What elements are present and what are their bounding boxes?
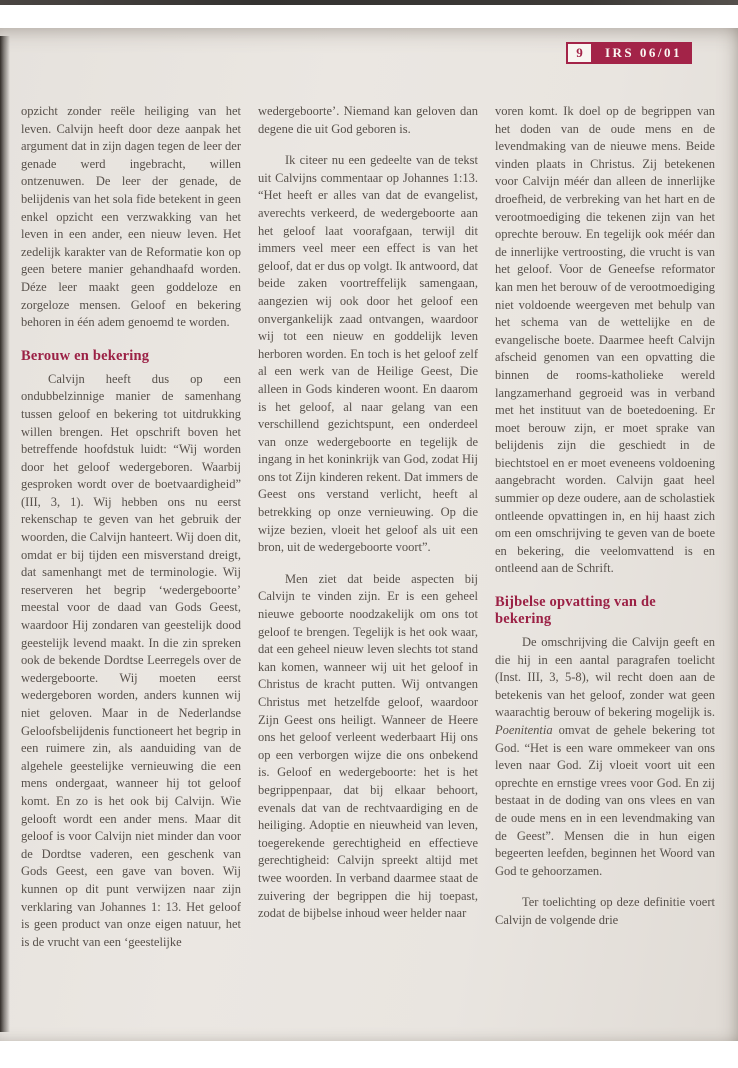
paragraph: Ik citeer nu een gedeelte van de tekst uit Calvijns commentaar op Johannes 1:13. “Het heeft er alles van dat de evangelist, averechts verkeerd, de wedergeboorte aan het geloof laat voorafgaan, terwijl dit immers veel meer een effect is van het geloof, dat er dus op volgt. Ik antwoord, dat beide zaken voortreffelijk samengaan, aangezien wij ook door het geloof een onvergankelijk zaad ontvangen, waardoor wij tot een nieuw en goddelijk leven herboren worden. En toch is het geloof zelf al een werk van de Heilige Geest, Die alleen in Gods kinderen woont. En daarom is het geloof, al naar gelang van een verschillend gezichtspunt, een onderdeel van onze wedergeboorte en tegelijk de ingang in het koninkrijk van God, zodat Hij ons tot Zijn kinderen rekent. Dat immers de Geest ons verstand verlicht, heeft al betrekking op onze vernieuwing. Op die wijze bezien, vloeit het geloof als uit een bron, uit de wedergeboorte voort”. [258, 153, 478, 555]
text-column-1 [21, 103, 241, 1018]
text-column-3 [495, 103, 715, 1018]
paragraph: De omschrijving die Calvijn geeft en die hij in een aantal paragrafen toelicht (Inst. III, 3, 5-8), wil recht doen aan de betekenis van het geloof, zonder wat geen waarachtig berouw of bekering mogelijk is. Poenitentia omvat de gehele bekering tot God. “Het is een ware ommekeer van ons leven naar God. Zij vloeit voort uit een oprechte en ernstige vrees voor God. En zij bestaat in de doding van ons vlees en van de oude mens en in een levendmaking van de Geest”. Mensen die in hun eigen begeerten leefden, beginnen het Woord van God te gehoorzamen. [495, 635, 715, 878]
scan-left-shadow [0, 36, 10, 1032]
issue-label: IRS 06/01 [593, 42, 692, 64]
text-column-2 [258, 103, 478, 1018]
section-heading: Bijbelse opvatting van de bekering [495, 594, 656, 628]
article-columns [21, 103, 715, 1018]
scan-top-edge [0, 0, 738, 5]
section-heading: Berouw en bekering [21, 347, 150, 364]
journal-page [0, 28, 738, 1041]
paragraph: Ter toelichting op deze definitie voert Calvijn de volgende drie [495, 895, 715, 927]
paragraph: Men ziet dat beide aspecten bij Calvijn te vinden zijn. Er is een geheel nieuwe geboorte noodzakelijk om ons tot geloof te brengen. Tegelijk is het ook waar, dat een geheel nieuw leven slechts tot stand kan komen, wanneer wij uit het geloof in Christus de kracht putten. Wij ontvangen Christus met hetzelfde geloof, waardoor Zijn Geest ons heiligt. Wanneer de Heere ons het geloof verleent wederbaart Hij ons op een verborgen wijze die ons onbekend is. Geloof en wedergeboorte: het is het begrippenpaar, dat bij elkaar behoort, evenals dat van de rechtvaardiging en de heiliging. Adoptie en nieuwheid van leven, toegerekende gerechtigheid en effectieve gerechtigheid: Calvijn spreekt altijd met twee woorden. In verband daarmee staat de zuivering der begrippen die hij toepast, zodat de bijbelse inhoud weer helder naar [258, 571, 478, 921]
paragraph: opzicht zonder reële heiliging van het leven. Calvijn heeft door deze aanpak het argument dat in zijn dagen tegen de leer der genade werd ingebracht, willen ontzenuwen. De leer der genade, de belijdenis van het sola fide betekent in geen enkel opzicht een verzwakking van het leven in een ander, een nieuw leven. Het zedelijk karakter van de Reformatie kon op geen betere manier gehandhaafd worden. Déze leer maakt geen goddeloze en zorgeloze mensen. Geloof en bekering behoren in één adem genoemd te worden. [21, 104, 241, 330]
paragraph: voren komt. Ik doel op de begrippen van het doden van de oude mens en de levendmaking van de nieuwe mens. Beide vinden plaats in Christus. Zij betekenen voor Calvijn méér dan alleen de innerlijke droefheid, de verbreking van het hart en de verootmoediging die tekenen zijn van het oprechte berouw. En tegelijk ook méér dan de innerlijke vertroosting, die vrucht is van het geloof. Voor de Geneefse reformator kan men het berouw of de verootmoediging niet voldoende weergeven met behulp van het schema van de wettelijke en de evangelische boete. Daarmee heeft Calvijn afscheid genomen van een opvatting die binnen de rooms-katholieke wereld langzamerhand gegroeid was in verband met het instituut van de boetedoening. Er moet berouw zijn, er moet sprake van belijdenis zijn die geschiedt in de biechtstoel en er moet eveneens voldoening aangebracht worden. Calvijn gaat heel summier op deze oudere, aan de scholastiek ontleende opvattingen in, en hij haast zich om een omschrijving te geven van de boete en bekering, die veelomvattend is en ontleend aan de Schrift. [495, 104, 715, 576]
page-header-badge [566, 42, 692, 64]
paragraph: wedergeboorte’. Niemand kan geloven dan degene die uit God geboren is. [258, 104, 478, 136]
page-number: 9 [566, 42, 593, 64]
paragraph: Calvijn heeft dus op een ondubbelzinnige manier de samenhang tussen geloof en bekering tot uitdrukking willen brengen. Het opschrift boven het betreffende hoofdstuk luidt: “Wij worden door het geloof wedergeboren. Waarbij gesproken wordt over de boetvaardigheid” (III, 3, 1). Wij hebben ons nu eerst rekenschap te geven van het gebruik der woorden, die Calvijn hanteert. Wij doen dit, omdat er bij tijden een misverstand dreigt, dat samenhangt met de terminologie. Wij reserveren het begrip ‘wedergeboorte’ meestal voor de daad van Gods Geest, waardoor Hij zondaren van geestelijk dood geestelijk levend maakt. In die zin spreken ook de bekende Dordtse Leerregels over de wedergeboorte. Wij moeten eerst wedergeboren worden, anders kunnen wij niet geloven. Maar in de Nederlandse Geloofsbelijdenis functioneert het begrip in een ruimere zin, als aanduiding van de algehele geestelijke vernieuwing die een mens ondergaat, wanneer hij tot geloof komt. En zo is het ook bij Calvijn. Wie gelooft wordt een ander mens. Maar dit geloof is voor Calvijn niet minder dan voor de Dordtse vaderen, een geschenk van Gods Geest, een gave van boven. Wij kunnen op dit punt verwijzen naar zijn verklaring van Johannes 1: 13. Het geloof is geen product van onze eigen natuur, het is de vrucht van een ‘geestelijke [21, 371, 241, 949]
